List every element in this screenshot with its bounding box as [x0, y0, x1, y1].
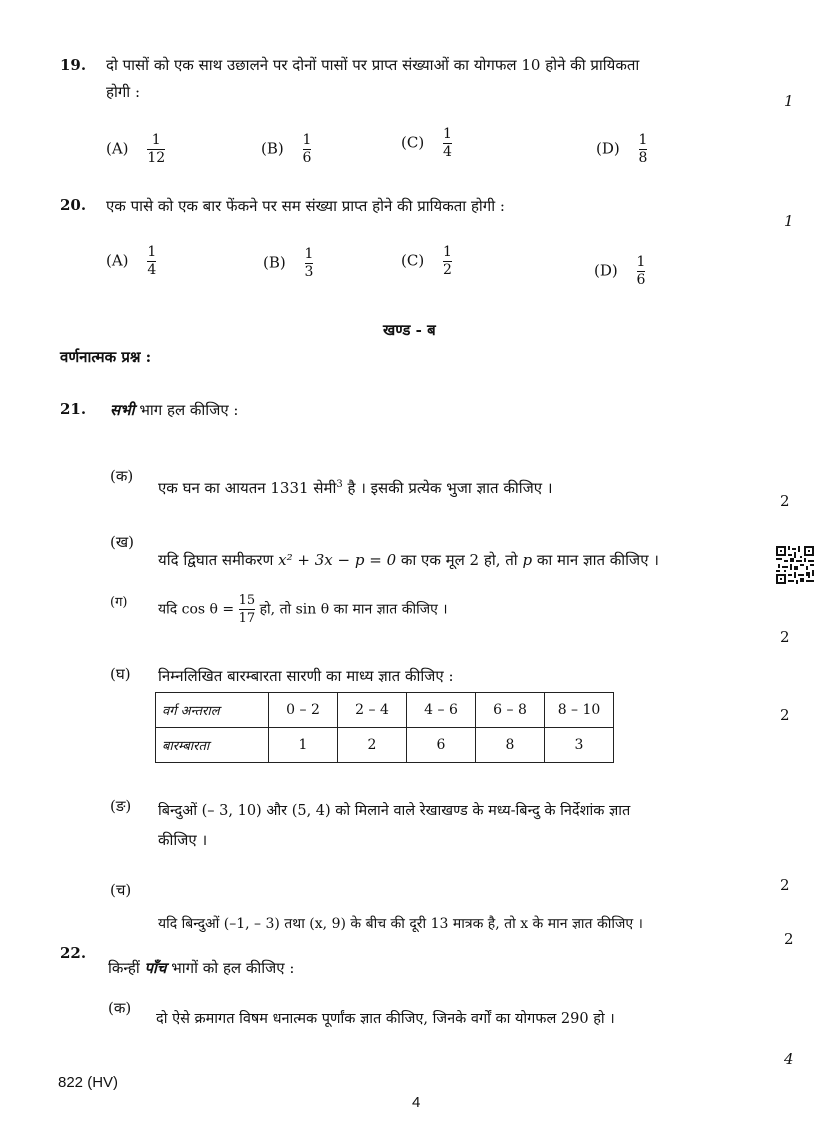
q21-g-label: (ग): [110, 595, 128, 610]
q21-ch-label: (च): [110, 881, 132, 899]
q22-k-text: दो ऐसे क्रमागत विषम धनात्मक पूर्णांक ज्ञात कीजिए, जिनके वर्गों का योगफल 290 हो ।: [156, 1011, 615, 1027]
frequency-cell: 1: [269, 728, 338, 763]
q19-marks: 1: [784, 92, 794, 110]
q21-ng-label: (ङ): [110, 797, 132, 815]
q20-option-c: (C) $\frac{1}{2}$: [401, 244, 452, 278]
row-header-class-interval: वर्ग अन्तराल: [156, 693, 269, 728]
q21-gh-label: (घ): [110, 665, 131, 683]
paper-code: 822 (HV): [58, 1074, 119, 1091]
q22-k-label: (क): [108, 999, 132, 1017]
q21-g-text: यदि cos θ = $\frac{15}{17}$ हो, तो sin θ का मान ज्ञात कीजिए ।: [158, 593, 448, 626]
q21-g-marks: 2: [780, 628, 790, 646]
interval-cell: 8 – 10: [545, 693, 614, 728]
q21-k-text: एक घन का आयतन 1331 सेमी$^3$ है । इसकी प्रत्येक भुजा ज्ञात कीजिए ।: [158, 479, 553, 497]
q19-option-d: (D) $\frac{1}{8}$: [596, 132, 648, 166]
table-row: [156, 728, 614, 763]
frequency-table: [155, 692, 614, 763]
q22-lead: किन्हीं पाँच भागों को हल कीजिए :: [108, 959, 295, 977]
q21-kh-text: यदि द्विघात समीकरण x² + 3x − p = 0 का एक मूल 2 हो, तो p का मान ज्ञात कीजिए ।: [158, 551, 659, 569]
q19-option-c: (C) $\frac{1}{4}$: [401, 126, 452, 160]
q20-option-b: (B) $\frac{1}{3}$: [263, 246, 314, 280]
table-row: [156, 693, 614, 728]
q22-number: 22.: [60, 944, 87, 962]
q20-number: 20.: [60, 196, 87, 214]
interval-cell: 4 – 6: [407, 693, 476, 728]
frequency-cell: 8: [476, 728, 545, 763]
q20-marks: 1: [784, 212, 794, 230]
q19-option-a: (A) $\frac{1}{12}$: [106, 132, 166, 166]
q21-ng-text-line1: बिन्दुओं (– 3, 10) और (5, 4) को मिलाने वाले रेखाखण्ड के मध्य-बिन्दु के निर्देशांक ज्ञात: [158, 803, 631, 819]
q22-k-marks: 4: [784, 1050, 794, 1068]
q21-lead: सभी भाग हल कीजिए :: [110, 401, 239, 419]
q20-text: एक पासे को एक बार फेंकने पर सम संख्या प्राप्त होने की प्रायिकता होगी :: [106, 197, 505, 215]
q19-number: 19.: [60, 56, 87, 74]
page-number: 4: [412, 1094, 421, 1111]
q21-k-marks: 2: [780, 492, 790, 510]
q21-gh-text: निम्नलिखित बारम्बारता सारणी का माध्य ज्ञात कीजिए :: [158, 667, 454, 685]
q21-ng-text-line2: कीजिए ।: [158, 831, 208, 849]
interval-cell: 2 – 4: [338, 693, 407, 728]
q19-text-line1: दो पासों को एक साथ उछालने पर दोनों पासों पर प्राप्त संख्याओं का योगफल 10 होने की प्रायिकता: [106, 56, 640, 74]
section-subtitle: वर्णनात्मक प्रश्न :: [60, 348, 152, 366]
q19-option-b: (B) $\frac{1}{6}$: [261, 132, 312, 166]
qr-code-icon: [776, 546, 814, 584]
row-header-frequency: बारम्बारता: [156, 728, 269, 763]
q21-k-label: (क): [110, 467, 134, 485]
q21-number: 21.: [60, 400, 87, 418]
q21-ch-marks: 2: [784, 930, 794, 948]
interval-cell: 6 – 8: [476, 693, 545, 728]
frequency-cell: 3: [545, 728, 614, 763]
frequency-cell: 2: [338, 728, 407, 763]
q19-text-line2: होगी :: [106, 83, 141, 101]
frequency-cell: 6: [407, 728, 476, 763]
q21-ng-marks: 2: [780, 876, 790, 894]
q20-option-d: (D) $\frac{1}{6}$: [594, 254, 646, 288]
section-title: खण्ड - ब: [383, 321, 436, 339]
q21-gh-marks: 2: [780, 706, 790, 724]
q21-ch-text: यदि बिन्दुओं (–1, – 3) तथा (x, 9) के बीच की दूरी 13 मात्रक है, तो x के मान ज्ञात कीजिए ।: [158, 916, 643, 932]
q21-kh-label: (ख): [110, 533, 134, 551]
interval-cell: 0 – 2: [269, 693, 338, 728]
q20-option-a: (A) $\frac{1}{4}$: [106, 244, 157, 278]
